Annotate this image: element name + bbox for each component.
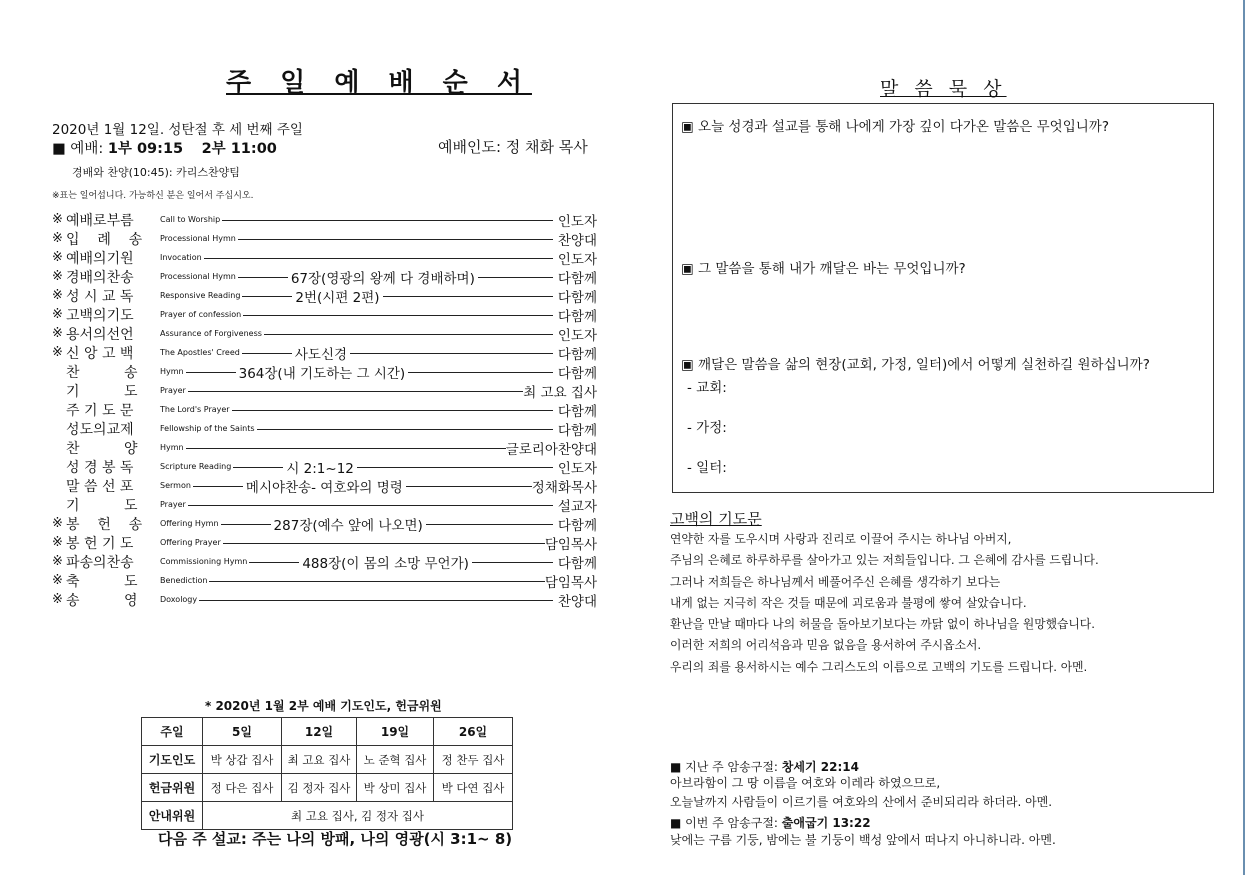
order-item-english: Offering Hymn: [160, 519, 219, 528]
order-item-english: Prayer: [160, 500, 186, 509]
order-item-responsible: 다함께: [557, 517, 597, 534]
stand-mark: ※: [52, 535, 63, 550]
order-item-english: Call to Worship: [160, 215, 221, 224]
order-item-responsible: 찬양대: [557, 232, 597, 249]
order-item-detail: 사도신경: [294, 346, 348, 363]
table-header-cell: 12일: [282, 718, 357, 746]
leader-line: [472, 562, 553, 563]
stand-mark: ※: [52, 250, 63, 265]
order-item-name: 용서의선언: [66, 326, 134, 343]
order-item-english: Benediction: [160, 576, 208, 585]
table-cell: 박 다연 집사: [434, 774, 513, 802]
confession-title: 고백의 기도문: [670, 510, 762, 528]
leader-line: [238, 239, 553, 240]
table-row: [142, 802, 513, 830]
leader-line: [357, 467, 553, 468]
order-item-english: Responsive Reading: [160, 291, 241, 300]
order-item-name: 성 경 봉 독: [66, 459, 134, 476]
table-cell: 최 고요 집사: [282, 746, 357, 774]
order-item-english: Doxology: [160, 595, 198, 604]
leader-line: [223, 543, 545, 544]
table-header-cell: 주일: [142, 718, 203, 746]
order-item-name: 성 시 교 독: [66, 288, 134, 305]
leader-line: [233, 467, 283, 468]
order-item-english: Processional Hymn: [160, 272, 236, 281]
order-item-english: Offering Prayer: [160, 538, 221, 547]
leader-line: [242, 296, 292, 297]
order-row: [52, 571, 597, 590]
table-cell: 최 고요 집사, 김 정자 집사: [203, 802, 513, 830]
service-label: 예배:: [65, 141, 108, 157]
order-item-english: Commissioning Hymn: [160, 557, 248, 566]
order-of-worship-title: 주 일 예 배 순 서: [226, 68, 532, 98]
order-row: [52, 248, 597, 267]
question-1: ▣ 오늘 성경과 설교를 통해 나에게 가장 깊이 다가온 말씀은 무엇입니까?: [681, 119, 1109, 135]
order-item-english: The Apostles' Creed: [160, 348, 240, 357]
question-3: ▣ 깨달은 말씀을 삶의 현장(교회, 가정, 일터)에서 어떻게 실천하길 원하십니까?: [681, 357, 1150, 373]
row-label: 기도인도: [142, 746, 203, 774]
order-row: [52, 476, 597, 495]
duty-table-title: * 2020년 1월 2부 예배 기도인도, 헌금위원: [205, 699, 442, 713]
table-header-row: [142, 718, 513, 746]
leader-line: [408, 372, 553, 373]
order-item-name: 송 영: [66, 592, 138, 609]
stand-mark: ※: [52, 212, 63, 227]
order-item-responsible: 다함께: [557, 308, 597, 325]
order-item-detail: 488장(이 몸의 소망 무언가): [302, 555, 469, 572]
leader-line: [242, 353, 292, 354]
stand-mark: ※: [52, 326, 63, 341]
order-row: [52, 514, 597, 533]
last-week-verse-text: 오늘날까지 사람들이 이르기를 여호와의 산에서 준비되리라 하더라. 아멘.: [670, 795, 1053, 809]
stand-mark: ※: [52, 307, 63, 322]
order-item-english: Scripture Reading: [160, 462, 232, 471]
order-item-responsible: 인도자: [557, 460, 597, 477]
order-row: [52, 286, 597, 305]
table-header-cell: 19일: [357, 718, 434, 746]
order-item-detail: 287장(예수 앞에 나오면): [273, 517, 423, 534]
order-row: [52, 438, 597, 457]
leader-line: [426, 524, 553, 525]
order-item-responsible: 다함께: [557, 346, 597, 363]
row-label: 헌금위원: [142, 774, 203, 802]
stand-mark: ※: [52, 345, 63, 360]
order-item-english: The Lord's Prayer: [160, 405, 230, 414]
stand-mark: ※: [52, 231, 63, 246]
leader-line: [249, 562, 299, 563]
leader-line: [186, 448, 506, 449]
order-item-responsible: 인도자: [557, 251, 597, 268]
leader-line: [243, 315, 553, 316]
order-row: [52, 267, 597, 286]
order-item-english: Hymn: [160, 443, 184, 452]
stand-mark: ※: [52, 573, 63, 588]
order-item-responsible: 인도자: [557, 213, 597, 230]
order-list: [52, 210, 597, 609]
bullet-icon: ■: [52, 141, 66, 157]
order-item-responsible: 찬양대: [557, 593, 597, 610]
order-item-detail: 메시야찬송- 여호와의 명령: [245, 479, 403, 496]
order-item-name: 예배로부름: [66, 212, 134, 229]
standing-note: ※표는 일어섭니다. 가능하신 분은 일어서 주십시오.: [52, 191, 254, 201]
order-item-responsible: 글로리아찬양대: [505, 441, 597, 458]
order-item-responsible: 다함께: [557, 270, 597, 287]
leader-line: [188, 391, 523, 392]
last-week-verse-ref: 창세기 22:14: [781, 760, 859, 774]
order-item-name: 기 도: [66, 497, 138, 514]
order-item-responsible: 인도자: [557, 327, 597, 344]
stand-mark: ※: [52, 516, 63, 531]
table-cell: 노 준혁 집사: [357, 746, 434, 774]
leader-line: [264, 334, 553, 335]
order-row: [52, 419, 597, 438]
order-item-name: 신 앙 고 백: [66, 345, 134, 362]
leader-line: [209, 581, 544, 582]
order-item-name: 찬 양: [66, 440, 138, 457]
order-item-name: 예배의기원: [66, 250, 134, 267]
leader-line: [350, 353, 553, 354]
order-item-responsible: 담임목사: [544, 574, 597, 591]
this-week-verse-ref: 출애굽기 13:22: [781, 816, 871, 830]
order-item-name: 입 례 송: [66, 231, 143, 248]
row-label: 안내위원: [142, 802, 203, 830]
last-week-verse-label: ■ 지난 주 암송구절:: [670, 760, 782, 774]
stand-mark: ※: [52, 269, 63, 284]
table-row: [142, 774, 513, 802]
prayer-line: 연약한 자를 도우시며 사랑과 진리로 이끌어 주시는 하나님 아버지,: [670, 532, 1012, 546]
leader-line: [204, 258, 553, 259]
leader-line: [188, 505, 553, 506]
leader-line: [199, 600, 553, 601]
leader-line: [186, 372, 236, 373]
leader-line: [383, 296, 553, 297]
order-item-name: 말 씀 선 포: [66, 478, 134, 495]
order-item-responsible: 담임목사: [544, 536, 597, 553]
prayer-line: 주님의 은혜로 하루하루를 살아가고 있는 저희들입니다. 그 은혜에 감사를 드립니다.: [670, 553, 1099, 568]
order-row: [52, 324, 597, 343]
order-row: [52, 590, 597, 609]
order-item-english: Sermon: [160, 481, 191, 490]
order-item-english: Hymn: [160, 367, 184, 376]
order-item-english: Invocation: [160, 253, 202, 262]
order-item-name: 찬 송: [66, 364, 138, 381]
order-item-detail: 67장(영광의 왕께 다 경배하며): [290, 270, 475, 287]
prayer-line: 그러나 저희들은 하나님께서 베풀어주신 은혜를 생각하기 보다는: [670, 574, 1001, 589]
order-item-responsible: 다함께: [557, 422, 597, 439]
order-item-detail: 2번(시편 2편): [295, 289, 380, 306]
praise-time: 경배와 찬양(10:45): 카리스찬양팀: [72, 166, 240, 179]
stand-mark: ※: [52, 592, 63, 607]
meditation-title: 말 씀 묵 상: [880, 78, 1007, 100]
duty-table: [141, 717, 513, 830]
next-sermon: 다음 주 설교: 주는 나의 방패, 나의 영광(시 3:1~ 8): [158, 830, 513, 848]
order-item-name: 성도의교제: [66, 421, 134, 438]
prayer-line: 이러한 저희의 어리석음과 믿음 없음을 용서하여 주시옵소서.: [670, 638, 982, 653]
order-item-english: Processional Hymn: [160, 234, 236, 243]
this-week-verse-label: ■ 이번 주 암송구절:: [670, 816, 782, 830]
prayer-line: 환난을 만날 때마다 나의 허물을 돌아보기보다는 까닭 없이 하나님을 원망했습니다.: [670, 617, 1095, 632]
leader-line: [478, 277, 553, 278]
answer-church: - 교회:: [687, 380, 727, 396]
order-row: [52, 343, 597, 362]
prayer-line: 내게 없는 지극히 작은 것들 때문에 괴로움과 불평에 쌓여 살았습니다.: [670, 595, 1027, 610]
table-header-cell: 26일: [434, 718, 513, 746]
answer-home: - 가정:: [687, 420, 727, 436]
leader-line: [222, 220, 553, 221]
this-week-verse-text: 낮에는 구름 기둥, 밤에는 불 기둥이 백성 앞에서 떠나지 아니하니라. 아멘.: [670, 833, 1056, 847]
order-row: [52, 210, 597, 229]
order-item-name: 고백의기도: [66, 307, 134, 324]
order-item-name: 경배의찬송: [66, 269, 134, 286]
order-item-name: 축 도: [66, 573, 138, 590]
answer-work: - 일터:: [687, 460, 727, 476]
table-row: [142, 746, 513, 774]
question-2: ▣ 그 말씀을 통해 내가 깨달은 바는 무엇입니까?: [681, 261, 966, 277]
table-cell: 정 다은 집사: [203, 774, 282, 802]
meditation-box: [672, 103, 1214, 493]
order-item-name: 주 기 도 문: [66, 402, 134, 419]
order-row: [52, 552, 597, 571]
order-item-detail: 364장(내 기도하는 그 시간): [238, 365, 406, 382]
order-row: [52, 457, 597, 476]
order-item-name: 봉 헌 송: [66, 516, 143, 533]
order-item-detail: 시 2:1~12: [286, 460, 354, 477]
leader-line: [221, 524, 271, 525]
page-edge-line: [1243, 0, 1245, 875]
order-item-name: 봉 헌 기 도: [66, 535, 134, 552]
second-service: 2부 11:00: [201, 141, 277, 157]
table-cell: 박 상미 집사: [357, 774, 434, 802]
order-item-english: Assurance of Forgiveness: [160, 329, 262, 338]
leader-line: [193, 486, 243, 487]
confession-prayer: [670, 529, 1230, 678]
order-item-english: Prayer of confession: [160, 310, 242, 319]
order-item-name: 기 도: [66, 383, 138, 400]
prayer-line: 우리의 죄를 용서하시는 예수 그리스도의 이름으로 고백의 기도를 드립니다. 아멘.: [670, 659, 1088, 674]
date-line: 2020년 1월 12일. 성탄절 후 세 번째 주일: [52, 122, 303, 138]
table-header-cell: 5일: [203, 718, 282, 746]
order-item-responsible: 다함께: [557, 555, 597, 572]
order-item-name: 파송의찬송: [66, 554, 134, 571]
last-week-verse-header: [670, 758, 859, 775]
this-week-verse-header: [670, 814, 871, 831]
table-cell: 박 상갑 집사: [203, 746, 282, 774]
order-row: [52, 362, 597, 381]
first-service: 1부 09:15: [107, 141, 184, 157]
leader-line: [406, 486, 532, 487]
order-row: [52, 305, 597, 324]
order-row: [52, 400, 597, 419]
order-item-responsible: 다함께: [557, 365, 597, 382]
table-cell: 정 찬두 집사: [434, 746, 513, 774]
stand-mark: ※: [52, 288, 63, 303]
order-item-responsible: 다함께: [557, 403, 597, 420]
service-times: [52, 137, 277, 158]
leader-line: [232, 410, 553, 411]
order-row: [52, 381, 597, 400]
order-row: [52, 533, 597, 552]
order-row: [52, 495, 597, 514]
leader-line: [238, 277, 288, 278]
order-item-responsible: 정채화목사: [531, 479, 597, 496]
worship-leader: 예배인도: 정 채화 목사: [438, 138, 588, 156]
leader-line: [257, 429, 553, 430]
order-item-responsible: 최 고요 집사: [523, 384, 597, 401]
order-item-english: Prayer: [160, 386, 186, 395]
order-row: [52, 229, 597, 248]
last-week-verse-text: 아브라함이 그 땅 이름을 여호와 이레라 하였으므로,: [670, 776, 941, 790]
order-item-english: Fellowship of the Saints: [160, 424, 255, 433]
order-item-responsible: 설교자: [557, 498, 597, 515]
stand-mark: ※: [52, 554, 63, 569]
table-cell: 김 정자 집사: [282, 774, 357, 802]
order-item-responsible: 다함께: [557, 289, 597, 306]
